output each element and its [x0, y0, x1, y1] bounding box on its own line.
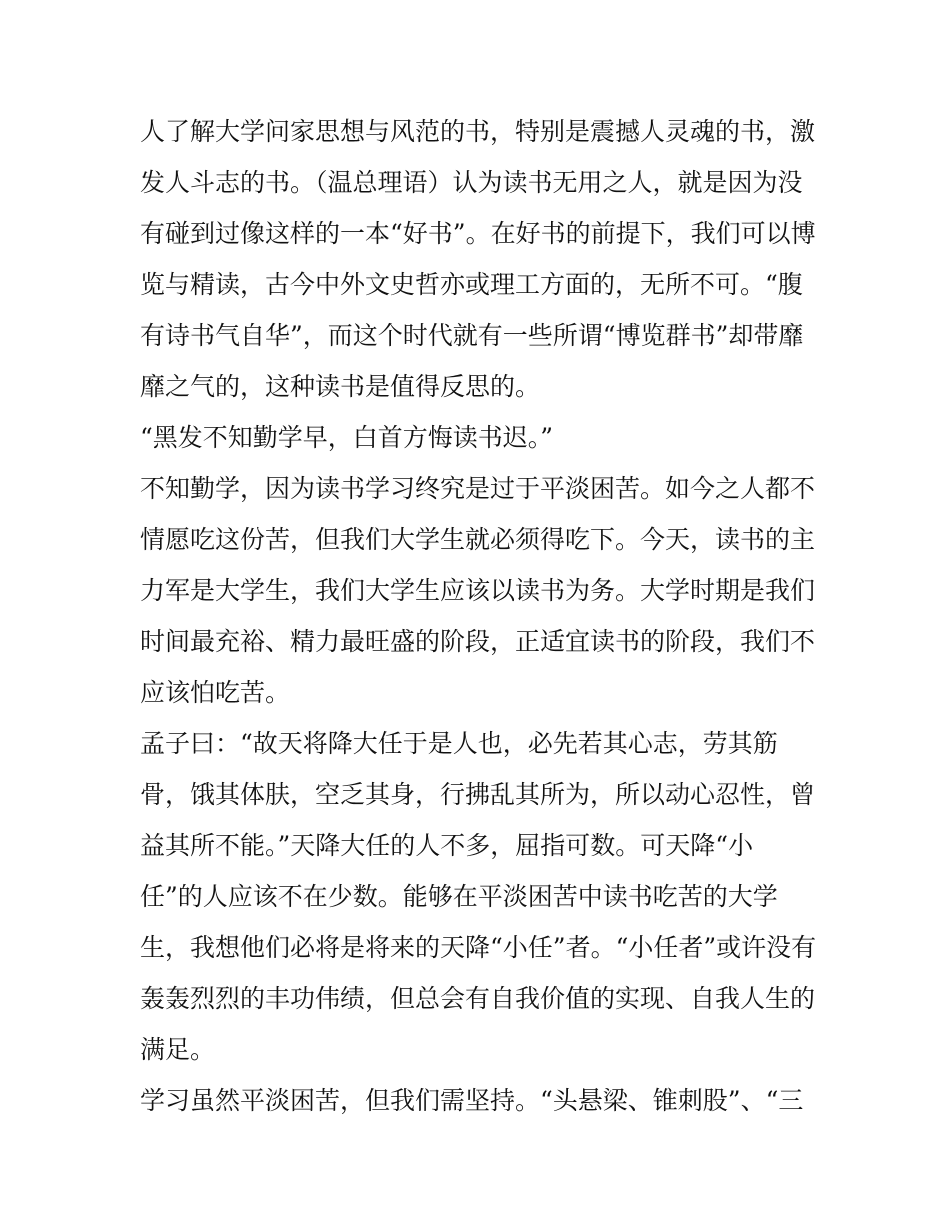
text-line: 有诗书气自华”，而这个时代就有一些所谓“博览群书”却带靡: [140, 321, 804, 350]
text-line: “黑发不知勤学早，白首方悔读书迟。”: [140, 423, 554, 452]
text-line: 有碰到过像这样的一本“好书”。在好书的前提下，我们可以博: [140, 219, 816, 248]
text-line: 时间最充裕、精力最旺盛的阶段，正适宜读书的阶段，我们不: [140, 627, 816, 656]
text-line: 览与精读，古今中外文史哲亦或理工方面的，无所不可。“腹: [140, 270, 803, 299]
text-line: 任”的人应该不在少数。能够在平淡困苦中读书吃苦的大学: [140, 882, 778, 911]
text-line: 情愿吃这份苦，但我们大学生就必须得吃下。今天，读书的主: [140, 525, 816, 554]
text-line: 靡之气的，这种读书是值得反思的。: [140, 372, 541, 401]
text-line: 发人斗志的书。（温总理语）认为读书无用之人，就是因为没: [140, 168, 803, 197]
text-line: 骨，饿其体肤，空乏其身，行拂乱其所为，所以动心忍性，曾: [140, 780, 816, 809]
text-line: 轰轰烈烈的丰功伟绩，但总会有自我价值的实现、自我人生的: [140, 984, 816, 1013]
text-line: 满足。: [140, 1035, 216, 1064]
text-line: 益其所不能。”天降大任的人不多，屈指可数。可天降“小: [140, 831, 754, 860]
text-line: 应该怕吃苦。: [140, 678, 291, 707]
text-line: 人了解大学问家思想与风范的书，特别是震撼人灵魂的书，激: [140, 117, 816, 146]
text-line: 学习虽然平淡困苦，但我们需坚持。“头悬梁、锥刺股”、“三: [140, 1086, 804, 1115]
text-line: 力军是大学生，我们大学生应该以读书为务。大学时期是我们: [140, 576, 816, 605]
essay-body: [140, 106, 820, 1126]
text-line: 生，我想他们必将是将来的天降“小任”者。“小任者”或许没有: [140, 933, 817, 962]
text-line: 不知勤学，因为读书学习终究是过于平淡困苦。如今之人都不: [140, 474, 816, 503]
text-line: 孟子曰：“故天将降大任于是人也，必先若其心志，劳其筋: [140, 729, 778, 758]
